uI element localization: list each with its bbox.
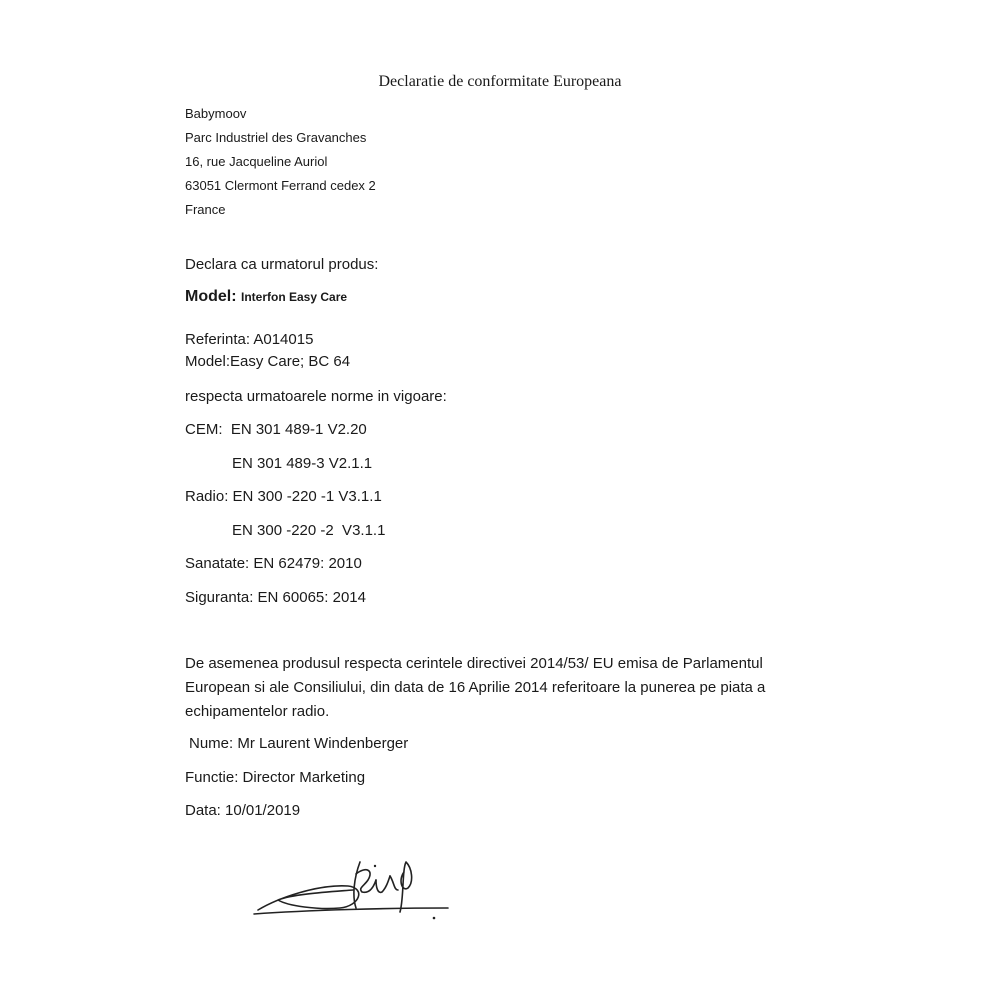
norm-radio-1: Radio: EN 300 -220 -1 V3.1.1 <box>185 488 382 505</box>
norm-cem-2: EN 301 489-3 V2.1.1 <box>232 455 373 472</box>
address-line-1: Parc Industriel des Gravanches <box>185 130 367 145</box>
norm-radio-2: EN 300 -220 -2 V3.1.1 <box>232 522 386 539</box>
document-title: Declaratie de conformitate Europeana <box>378 73 622 90</box>
declares-intro: Declara ca urmatorul produs: <box>185 256 379 273</box>
company-name: Babymoov <box>185 106 247 121</box>
norm-cem-1: CEM: EN 301 489-1 V2.20 <box>185 421 367 438</box>
model-heading <box>185 288 347 306</box>
directive-paragraph: De asemenea produsul respecta cerintele directivei 2014/53/ EU emisa de Parlamentul European si ale Consiliului, din data de 16 Aprilie 2014 referitoare la punerea pe piata a echipamentelor radio. <box>185 655 766 720</box>
address-country: France <box>185 202 226 217</box>
signature <box>248 848 458 928</box>
norm-health: Sanatate: EN 62479: 2010 <box>185 555 362 572</box>
address-line-3: 63051 Clermont Ferrand cedex 2 <box>185 178 376 193</box>
model-line: Model:Easy Care; BC 64 <box>185 353 351 370</box>
model-value: Interfon Easy Care <box>241 290 348 304</box>
norm-safety: Siguranta: EN 60065: 2014 <box>185 589 366 606</box>
address-line-2: 16, rue Jacqueline Auriol <box>185 154 328 169</box>
signatory-function: Functie: Director Marketing <box>185 769 366 786</box>
reference-line: Referinta: A014015 <box>185 331 314 348</box>
signatory-date: Data: 10/01/2019 <box>185 802 301 819</box>
signatory-name: Nume: Mr Laurent Windenberger <box>189 735 409 752</box>
norms-intro: respecta urmatoarele norme in vigoare: <box>185 388 447 405</box>
model-label: Model: <box>185 288 237 305</box>
